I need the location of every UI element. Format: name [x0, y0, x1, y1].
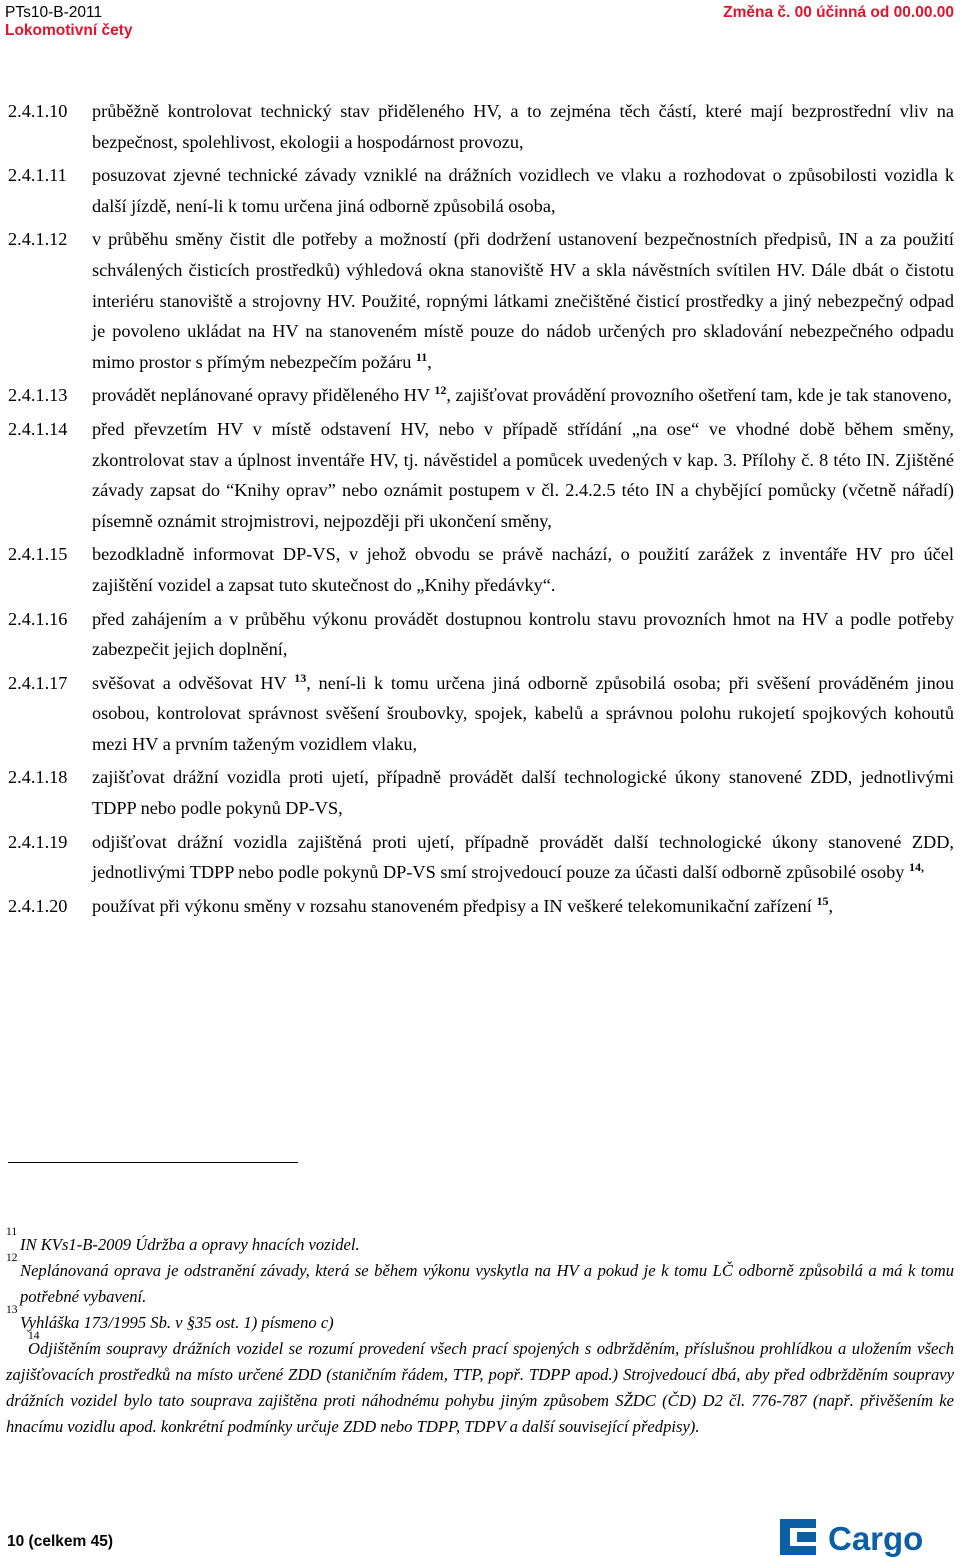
footnote-ref[interactable]: 13 — [294, 670, 307, 685]
list-item — [8, 827, 954, 888]
footnotes — [6, 1226, 954, 1440]
item-text: v průběhu směny čistit dle potřeby a možností (při dodržení ustanovení bezpečnostních předpisů, IN a za použití schválených čisticích prostředků) výhledová okna stanoviště HV a skla návěstních svítilen HV. Dále dbát o čistotu interiéru stanoviště a strojovny HV. Použité, ropnými látkami znečištěné čisticí prostředky a jiný nebezpečný odpad je povoleno ukládat na HV na stanoveném místě pouze do nádob určených pro skladování nebezpečného odpadu mimo prostor s přímým nebezpečím požáru — [92, 229, 954, 372]
item-text: průběžně kontrolovat technický stav přiděleného HV, a to zejména těch částí, které mají bezprostřední vliv na bezpečnost, spolehlivost, ekologii a hospodárnost provozu, — [92, 101, 954, 152]
list-item — [8, 668, 954, 760]
item-text-tail: , není-li k tomu určena jiná odborně způsobilá osoba; při svěšení prováděném jinou osobou, kontrolovat správnost svěšení šroubovky, spojek, kabelů a správnou polohu rukojetí spojkových kohoutů mezi HV a prvním taženým vozidlem vlaku, — [92, 672, 955, 754]
item-text: odjišťovat drážní vozidla zajištěná proti ujetí, případně provádět další technologické úkony stanovené ZDD, jednotlivými TDPP nebo podle pokynů DP-VS smí strojvedoucí pouze za účasti další odborně způsobilé osoby — [92, 831, 954, 883]
footnote-separator — [8, 1162, 298, 1163]
item-number: 2.4.1.20 — [8, 895, 68, 916]
list-item — [8, 224, 954, 377]
item-text: bezodkladně informovat DP-VS, v jehož obvodu se právě nachází, o použití zarážek z inventáře HV pro účel zajištění vozidel a zapsat tuto skutečnost do „Knihy předávky“. — [92, 544, 954, 595]
list-item — [8, 762, 954, 823]
footnote-number: 14 — [28, 1330, 40, 1342]
cargo-logo — [780, 1517, 954, 1557]
footnote — [6, 1226, 954, 1258]
item-text-wrap — [92, 380, 954, 411]
article-list — [8, 96, 954, 924]
list-item — [8, 160, 954, 221]
item-number: 2.4.1.16 — [8, 608, 68, 629]
item-number: 2.4.1.14 — [8, 418, 68, 439]
item-number: 2.4.1.13 — [8, 385, 68, 406]
footnote-ref[interactable]: 11 — [415, 349, 428, 364]
footnote-ref[interactable]: 14, — [909, 860, 924, 875]
item-number: 2.4.1.10 — [8, 101, 68, 121]
list-item — [8, 380, 954, 411]
item-text: zajišťovat drážní vozidla proti ujetí, případně provádět další technologické úkony stanovené ZDD, jednotlivými TDPP nebo podle pokynů DP-VS, — [92, 767, 954, 819]
footnote-text: Neplánovaná oprava je odstranění závady, která se během výkonu vyskytla na HV a pokud je k tomu LČ odborně způsobilá a má k tomu potřebné vybavení. — [20, 1261, 954, 1306]
item-text: provádět neplánované opravy přiděleného HV — [92, 385, 430, 406]
footnote-number: 11 — [6, 1226, 18, 1238]
document-code: PTs10-B-2011 — [5, 4, 103, 21]
footnote-number: 12 — [6, 1252, 18, 1264]
footnote-ref[interactable]: 15 — [816, 893, 829, 908]
item-text-tail: , — [427, 351, 432, 372]
item-number: 2.4.1.15 — [8, 544, 68, 565]
item-text: používat při výkonu směny v rozsahu stanoveném předpisy a IN veškeré telekomunikační zařízení — [92, 895, 812, 916]
cd-emblem-icon — [780, 1519, 816, 1555]
item-text-wrap — [92, 224, 954, 377]
amendment-note: Změna č. 00 účinná od 00.00.00 — [723, 4, 954, 21]
footnote-text: IN KVs1-B-2009 Údržba a opravy hnacích vozidel. — [20, 1235, 360, 1254]
footnote — [6, 1252, 954, 1310]
item-number: 2.4.1.18 — [8, 767, 68, 788]
footnote — [6, 1304, 954, 1336]
page-number: 10 (celkem 45) — [7, 1533, 113, 1550]
item-number: 2.4.1.17 — [8, 672, 68, 693]
item-text: před převzetím HV v místě odstavení HV, nebo v případě střídání „na ose“ ve vhodné době během směny, zkontrolovat stav a úplnost inventáře HV, tj. návěstidel a pomůcek uvedených v kap. 3. Přílohy č. 8 této IN. Zjištěné závady zapsat do “Knihy oprav” nebo oznámit postupem v čl. 2.4.2.5 této IN a chybějící pomůcky (včetně nářadí) písemně oznámit strojmistrovi, nejpozději při ukončení směny, — [92, 418, 954, 531]
list-item — [8, 96, 954, 157]
footnote-text: Odjištěním soupravy drážních vozidel se rozumí provedení všech prací spojených s odbržděním, příslušnou prohlídkou a uložením všech zajišťovacích prostředků na místo určené ZDD (staničním řádem, TTP, popř. TDPP apod.) Strojvedoucí dbá, aby před odbržděním soupravy drážních vozidel bylo tato souprava zajištěna proti náhodnému pohybu jiným způsobem SŽDC (ČD) D2 čl. 776-787 (např. přivěšením ke hnacímu vozidlu apod. konkrétní podmínky určuje ZDD nebo TDPP, TDPV a další související předpisy). — [6, 1339, 954, 1436]
item-text: před zahájením a v průběhu výkonu provádět dostupnou kontrolu stavu provozních hmot na HV a podle potřeby zabezpečit jejich doplnění, — [92, 608, 954, 660]
item-text-tail: , — [828, 895, 834, 916]
list-item — [8, 539, 954, 600]
item-text-wrap — [92, 891, 954, 922]
item-text-tail: , zajišťovat provádění provozního ošetření tam, kde je tak stanoveno, — [446, 385, 952, 406]
item-text-wrap — [92, 827, 954, 888]
list-item — [8, 414, 954, 536]
item-number: 2.4.1.19 — [8, 831, 68, 852]
item-text: svěšovat a odvěšovat HV — [92, 672, 287, 693]
list-item — [8, 891, 954, 922]
logo-text: Cargo — [828, 1520, 924, 1557]
footnote-number: 13 — [6, 1304, 18, 1316]
footnote-text: Vyhláška 173/1995 Sb. v §35 ost. 1) písmeno c) — [20, 1313, 334, 1332]
item-number: 2.4.1.12 — [8, 229, 68, 250]
document-subtitle: Lokomotivní čety — [5, 22, 133, 39]
item-number: 2.4.1.11 — [8, 165, 67, 186]
footnote — [6, 1330, 954, 1440]
list-item — [8, 604, 954, 665]
item-text-wrap — [92, 668, 954, 760]
item-text: posuzovat zjevné technické závady vzniklé na drážních vozidlech ve vlaku a rozhodovat o způsobilosti vozidla k další jízdě, není-li k tomu určena jiná odborně způsobilá osoba, — [92, 165, 954, 216]
footnote-ref[interactable]: 12 — [434, 383, 447, 398]
